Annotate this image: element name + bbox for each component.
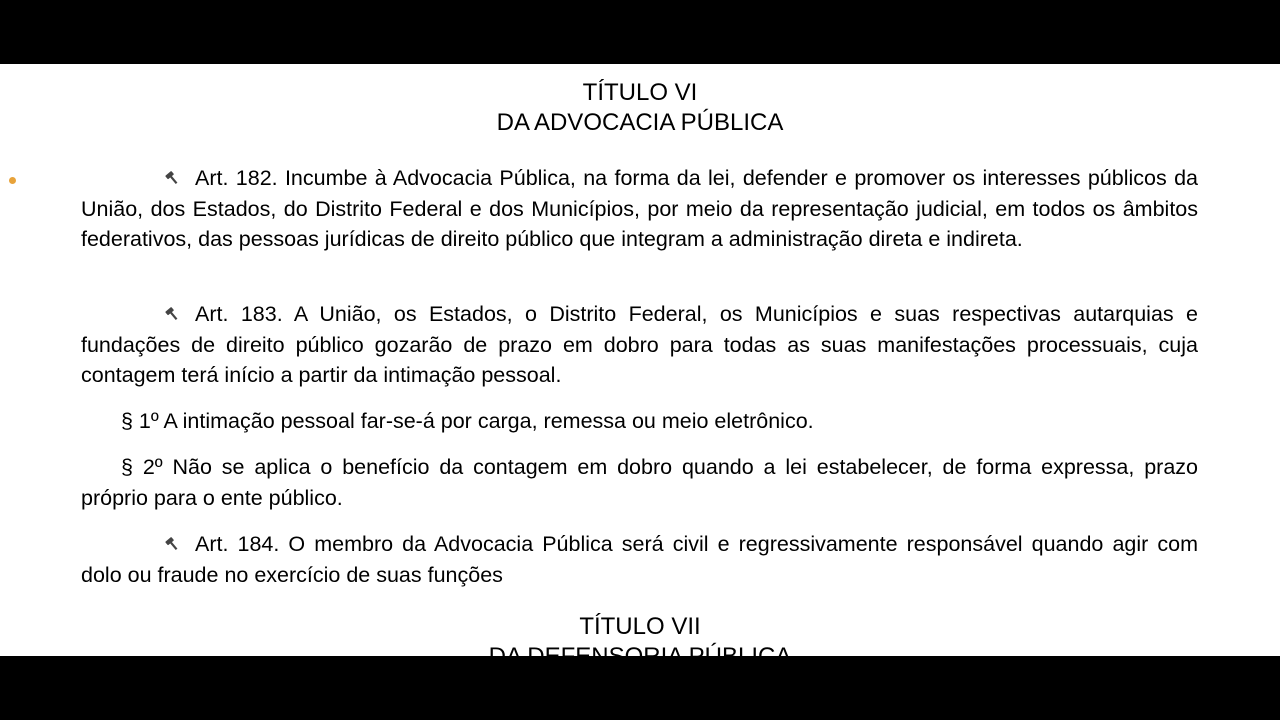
bullet-dot-icon xyxy=(9,177,16,184)
article-182-text: Art. 182. Incumbe à Advocacia Pública, na forma da lei, defender e promover os interesses públicos da União, dos Estados, do Distrito Federal e dos Municípios, por meio da representação judicial, em todos os âmbitos federativos, das pessoas jurídicas de direito público que integram a administração direta e indireta. xyxy=(81,166,1198,251)
article-183-paragraph-1: § 1º A intimação pessoal far-se-á por carga, remessa ou meio eletrônico. xyxy=(121,409,814,433)
article-184 xyxy=(81,529,1198,590)
slide-page xyxy=(0,64,1280,670)
title-vi-heading xyxy=(0,78,1280,138)
title-vii-name: DA DEFENSORIA PÚBLICA xyxy=(488,643,792,670)
article-183 xyxy=(81,299,1198,391)
title-vii-heading xyxy=(0,612,1280,672)
article-183-paragraph-2: § 2º Não se aplica o benefício da contagem em dobro quando a lei estabelecer, de forma expressa, prazo próprio para o ente público. xyxy=(81,455,1198,510)
gavel-icon xyxy=(163,535,181,553)
article-183-text: Art. 183. A União, os Estados, o Distrito Federal, os Municípios e suas respectivas autarquias e fundações de direito público gozarão de prazo em dobro para todas as suas manifestações processuais, cuja contagem terá início a partir da intimação pessoal. xyxy=(81,302,1198,387)
article-184-text: Art. 184. O membro da Advocacia Pública será civil e regressivamente responsável quando agir com dolo ou fraude no exercício de suas funções xyxy=(81,532,1198,587)
title-vii-number: TÍTULO VII xyxy=(579,613,701,640)
gavel-icon xyxy=(163,169,181,187)
article-182 xyxy=(81,163,1198,255)
gavel-icon xyxy=(163,305,181,323)
title-vi-number: TÍTULO VI xyxy=(582,79,698,106)
title-vi-name: DA ADVOCACIA PÚBLICA xyxy=(496,109,784,136)
